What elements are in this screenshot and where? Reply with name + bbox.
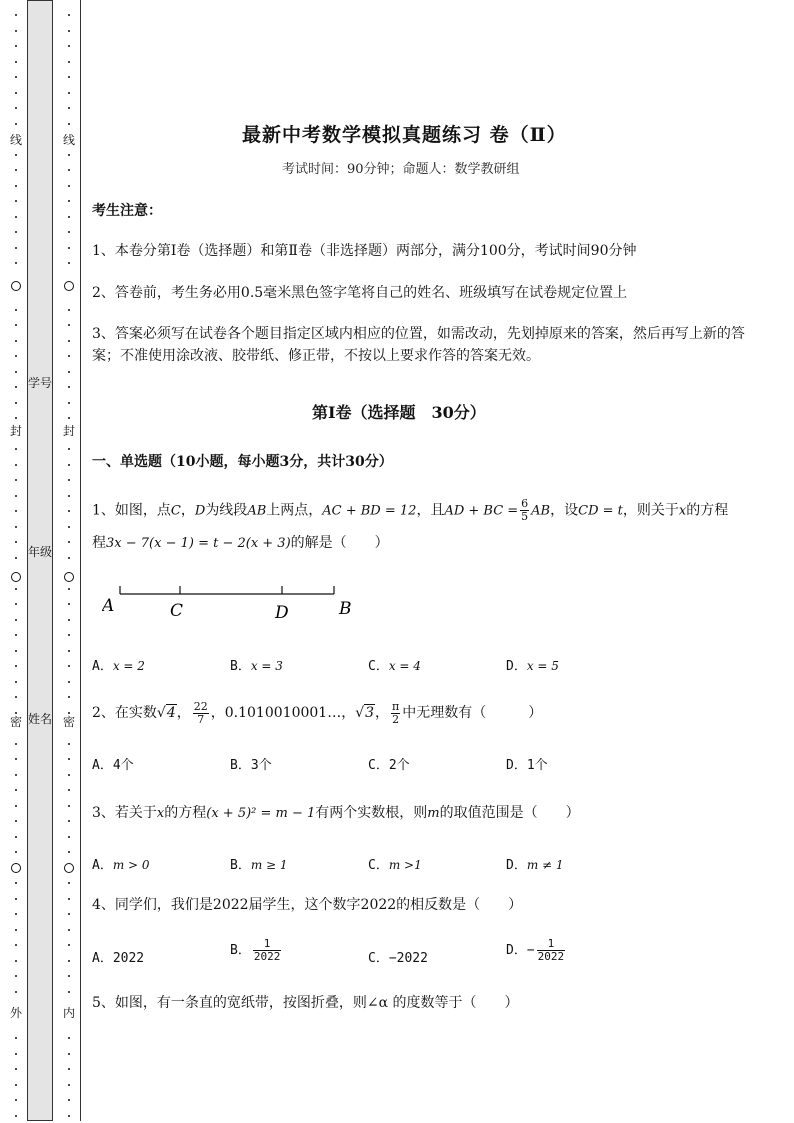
q2-option-c[interactable] (368, 754, 410, 773)
q4-option-a[interactable] (92, 947, 144, 966)
option-letter: B． (230, 943, 251, 958)
option-value: 1个 (526, 758, 548, 773)
q1-option-c[interactable] (368, 655, 421, 674)
option-value: 2个 (388, 758, 410, 773)
cut-line-dot (68, 789, 70, 791)
cut-line-dot (68, 1084, 70, 1086)
field-name (27, 712, 53, 727)
option-value: x = 3 (250, 659, 283, 673)
field-grade (27, 545, 53, 560)
cut-line-dot (15, 805, 17, 807)
cut-line-dot (15, 247, 17, 249)
cut-line-dot (15, 991, 17, 993)
inner-mark-mi: 密 (63, 715, 76, 729)
option-letter: C． (368, 858, 389, 873)
q1-equation-1: AC + BD = 12 (322, 503, 417, 519)
cut-line-dot (15, 526, 17, 528)
q1-text: ， (180, 502, 195, 519)
fraction-denominator: 7 (197, 712, 205, 726)
q1-text: 的方程 (686, 502, 729, 519)
option-letter: C． (368, 659, 389, 674)
margin-border-line (80, 0, 81, 1121)
cut-line-dot (15, 975, 17, 977)
q2-text: 中无理数有（ ） (402, 705, 543, 721)
question-3-options (92, 854, 752, 876)
field-student-number (27, 376, 53, 391)
question-1-stem (92, 498, 728, 523)
q4-option-b[interactable] (230, 938, 283, 963)
q2-option-b[interactable] (230, 754, 272, 773)
option-letter: B． (230, 758, 251, 773)
q1-var-x: x (678, 503, 687, 519)
cut-line-dot (68, 1099, 70, 1101)
option-value: x = 5 (526, 659, 559, 673)
q1-var-ab: AB (531, 503, 551, 519)
cut-line-dot (68, 464, 70, 466)
q1-text: ，且 (416, 502, 445, 519)
q4-option-c[interactable] (368, 947, 428, 966)
option-letter: D． (506, 858, 527, 873)
cut-line-dot (15, 510, 17, 512)
option-value: 2022 (112, 951, 145, 966)
q1-option-d[interactable] (506, 655, 559, 674)
cut-line-dot (15, 681, 17, 683)
option-letter: B． (230, 858, 251, 873)
option-letter: D． (506, 659, 527, 674)
q1-text: ，设 (550, 502, 579, 519)
q3-var-m: m (427, 806, 440, 821)
cut-line-dot (15, 944, 17, 946)
student-info-band (27, 0, 53, 1121)
cut-line-dot (68, 541, 70, 543)
cut-line-dot (15, 789, 17, 791)
q2-text: ， (375, 705, 390, 721)
cut-line-dot (68, 526, 70, 528)
fraction-denominator: 5 (521, 510, 529, 523)
binding-hole-circle-icon (64, 863, 74, 873)
q2-sqrt-3: √3 (355, 705, 375, 721)
cut-line-dot (15, 774, 17, 776)
cut-line-dot (68, 448, 70, 450)
option-fraction (537, 938, 566, 963)
cut-line-dot (68, 603, 70, 605)
cut-line-dot (68, 107, 70, 109)
cut-line-dot (15, 634, 17, 636)
radicand: 4 (166, 705, 176, 721)
option-letter: C． (368, 951, 389, 966)
cut-line-dot (15, 355, 17, 357)
fraction-numerator: 1 (537, 938, 566, 951)
q1-fraction (520, 498, 529, 523)
q3-var-x: x (156, 806, 165, 821)
cut-line-dot (15, 123, 17, 125)
cut-line-dot (68, 45, 70, 47)
cut-line-dot (15, 588, 17, 590)
cut-line-dot (68, 340, 70, 342)
cut-line-dot (15, 898, 17, 900)
section-title: 第Ⅰ卷（选择题 30分） (312, 403, 486, 422)
cut-line-dot (15, 340, 17, 342)
cut-line-dot (68, 231, 70, 233)
question-2-stem (92, 700, 542, 726)
q2-sqrt-4: √4 (156, 705, 176, 721)
q1-var-ab: AB (247, 503, 267, 519)
cut-line-dot (15, 1084, 17, 1086)
q1-equation-3: 3x − 7(x − 1) = t − 2(x + 3) (106, 536, 291, 551)
q3-text: 3、若关于 (92, 805, 157, 821)
notice-item-1: 1、本卷分第Ⅰ卷（选择题）和第Ⅱ卷（非选择题）两部分，满分100分，考试时间90分钟 (92, 243, 637, 259)
cut-line-dot (68, 820, 70, 822)
option-letter: D． (506, 943, 527, 958)
cut-line-dot (68, 882, 70, 884)
q1-option-b[interactable] (230, 655, 283, 674)
binding-hole-circle-icon (11, 281, 21, 291)
exam-title: 最新中考数学模拟真题练习 卷（Ⅱ） (242, 124, 567, 146)
cut-line-dot (15, 324, 17, 326)
fraction-numerator: 22 (193, 699, 208, 713)
cut-line-dot (68, 960, 70, 962)
cut-line-dot (68, 61, 70, 63)
cut-line-dot (68, 510, 70, 512)
cut-line-dot (15, 200, 17, 202)
cut-line-dot (15, 479, 17, 481)
cut-line-dot (68, 836, 70, 838)
cut-line-dot (15, 262, 17, 264)
binding-margin (0, 0, 82, 1123)
cut-line-dot (68, 929, 70, 931)
question-2-options (92, 754, 752, 776)
notice-item-2: 2、答卷前，考生务必用0.5毫米黑色签字笔将自己的姓名、班级填写在试卷规定位置上 (92, 285, 628, 301)
cut-line-dot (68, 588, 70, 590)
cut-line-dot (68, 1037, 70, 1039)
cut-line-dot (68, 681, 70, 683)
cut-line-dot (68, 216, 70, 218)
cut-line-dot (68, 1115, 70, 1117)
cut-line-dot (15, 1068, 17, 1070)
cut-line-dot (68, 76, 70, 78)
q3-text: 有两个实数根，则 (315, 805, 428, 821)
cut-line-dot (68, 200, 70, 202)
cut-line-dot (15, 820, 17, 822)
cut-line-dot (15, 882, 17, 884)
cut-line-dot (68, 991, 70, 993)
q2-text: 2、在实数 (92, 705, 157, 721)
question-1-stem-line2 (92, 532, 389, 555)
margin-mark-feng: 封 (10, 424, 23, 438)
cut-line-dot (68, 14, 70, 16)
cut-line-dot (68, 743, 70, 745)
q1-var-d: D (194, 503, 206, 519)
option-value: x = 4 (388, 659, 421, 673)
cut-line-dot (68, 92, 70, 94)
option-value: −2022 (388, 951, 428, 966)
q1-text: 1、如图，点 (92, 502, 171, 519)
cut-line-dot (15, 386, 17, 388)
option-value: m > 0 (112, 858, 150, 872)
cut-line-dot (15, 619, 17, 621)
cut-line-dot (68, 712, 70, 714)
cut-line-dot (15, 417, 17, 419)
cut-line-dot (15, 665, 17, 667)
q2-option-d[interactable] (506, 754, 548, 773)
q1-var-c: C (170, 503, 181, 519)
cut-line-dot (68, 495, 70, 497)
option-value: − (526, 943, 535, 958)
cut-line-dot (68, 758, 70, 760)
q2-fraction-pi-2 (391, 701, 400, 726)
q1-segment-figure (102, 580, 362, 630)
inner-mark-xian: 线 (63, 133, 76, 147)
label-a: A (102, 596, 115, 616)
cut-line-dot (15, 1037, 17, 1039)
option-value: x = 2 (112, 659, 145, 673)
cut-line-dot (68, 247, 70, 249)
fraction-numerator: 1 (253, 938, 282, 951)
option-value: 4个 (112, 758, 134, 773)
cut-line-dot (15, 45, 17, 47)
option-value: 3个 (250, 758, 272, 773)
margin-mark-wai: 外 (10, 1006, 23, 1020)
q1-text: 上两点， (266, 502, 323, 519)
q1-cd-eq-t: CD = t (578, 503, 623, 519)
inner-dotted-cut-line (63, 0, 75, 1123)
binding-hole-circle-icon (11, 863, 21, 873)
cut-line-dot (68, 309, 70, 311)
question-4-options (92, 938, 752, 974)
question-4-stem: 4、同学们，我们是2022届学生，这个数字2022的相反数是（ ） (92, 897, 523, 913)
option-letter: D． (506, 758, 527, 773)
q2-option-a[interactable] (92, 754, 134, 773)
q3-option-a[interactable] (92, 854, 150, 873)
option-letter: C． (368, 758, 389, 773)
cut-line-dot (68, 479, 70, 481)
fraction-denominator: 2022 (253, 950, 281, 963)
cut-line-dot (68, 1053, 70, 1055)
cut-line-dot (68, 262, 70, 264)
left-dotted-cut-line (10, 0, 22, 1123)
margin-mark-xian: 线 (10, 133, 23, 147)
cut-line-dot (15, 14, 17, 16)
cut-line-dot (15, 1053, 17, 1055)
cut-line-dot (15, 960, 17, 962)
notice-item-3: 3、答案必须写在试卷各个题目指定区域内相应的位置，如需改动，先划掉原来的答案，然后再写上新的答案；不准使用涂改液、胶带纸、修正带，不按以上要求作答的答案无效。 (92, 326, 745, 364)
cut-line-dot (68, 650, 70, 652)
cut-line-dot (15, 836, 17, 838)
cut-line-dot (15, 30, 17, 32)
binding-hole-circle-icon (11, 572, 21, 582)
q3-equation: (x + 5)² = m − 1 (206, 806, 316, 821)
cut-line-dot (15, 758, 17, 760)
cut-line-dot (15, 169, 17, 171)
cut-line-dot (15, 851, 17, 853)
cut-line-dot (15, 1099, 17, 1101)
field-label: 姓名 (27, 712, 52, 726)
q3-text: 的取值范围是（ ） (439, 805, 580, 821)
cut-line-dot (15, 107, 17, 109)
cut-line-dot (15, 371, 17, 373)
cut-line-dot (15, 541, 17, 543)
cut-line-dot (68, 324, 70, 326)
cut-line-dot (68, 774, 70, 776)
cut-line-dot (15, 231, 17, 233)
cut-line-dot (15, 185, 17, 187)
q1-text: ，则关于 (622, 502, 679, 519)
cut-line-dot (68, 944, 70, 946)
cut-line-dot (15, 557, 17, 559)
cut-line-dot (15, 92, 17, 94)
q3-option-b[interactable] (230, 854, 288, 873)
exam-subtitle: 考试时间：90分钟；命题人：数学教研组 (282, 162, 520, 177)
q1-option-a[interactable] (92, 655, 145, 674)
cut-line-dot (15, 76, 17, 78)
field-label: 年级 (27, 545, 52, 559)
option-letter: B． (230, 659, 251, 674)
option-letter: A． (92, 659, 113, 674)
cut-line-dot (15, 603, 17, 605)
cut-line-dot (68, 386, 70, 388)
option-letter: A． (92, 951, 113, 966)
cut-line-dot (15, 1115, 17, 1117)
cut-line-dot (68, 665, 70, 667)
fraction-numerator: π (392, 699, 400, 713)
cut-line-dot (68, 185, 70, 187)
cut-line-dot (15, 696, 17, 698)
q2-fraction-22-7 (193, 701, 209, 726)
binding-hole-circle-icon (64, 572, 74, 582)
margin-mark-mi: 密 (10, 715, 23, 729)
option-value: m >1 (388, 858, 422, 872)
cut-line-dot (68, 619, 70, 621)
option-fraction (253, 938, 282, 963)
cut-line-dot (15, 464, 17, 466)
cut-line-dot (68, 402, 70, 404)
cut-line-dot (68, 355, 70, 357)
label-c: C (170, 601, 184, 621)
cut-line-dot (15, 216, 17, 218)
fraction-denominator: 2022 (537, 950, 565, 963)
cut-line-dot (68, 1068, 70, 1070)
label-d: D (275, 603, 289, 623)
inner-mark-nei: 内 (63, 1006, 76, 1020)
fraction-denominator: 2 (392, 712, 400, 726)
cut-line-dot (68, 557, 70, 559)
question-5-stem: 5、如图，有一条直的宽纸带，按图折叠，则∠α 的度数等于（ ） (92, 995, 519, 1011)
q1-equation-2: AD + BC = (444, 503, 519, 519)
cut-line-dot (15, 743, 17, 745)
notice-heading: 考生注意： (92, 203, 162, 219)
cut-line-dot (68, 898, 70, 900)
cut-line-dot (68, 805, 70, 807)
cut-line-dot (15, 402, 17, 404)
option-value: m ≥ 1 (250, 858, 288, 872)
cut-line-dot (68, 634, 70, 636)
q1-text: 的解是（ ） (290, 535, 389, 551)
q3-text: 的方程 (164, 805, 207, 821)
q1-text: 为线段 (205, 502, 248, 519)
fraction-numerator: 6 (521, 497, 529, 510)
cut-line-dot (15, 448, 17, 450)
cut-line-dot (68, 154, 70, 156)
inner-mark-feng: 封 (63, 424, 76, 438)
cut-line-dot (68, 30, 70, 32)
cut-line-dot (68, 851, 70, 853)
cut-line-dot (15, 929, 17, 931)
cut-line-dot (15, 913, 17, 915)
cut-line-dot (15, 712, 17, 714)
q3-option-c[interactable] (368, 854, 422, 873)
q1-text: 程 (92, 535, 106, 551)
cut-line-dot (68, 975, 70, 977)
cut-line-dot (15, 154, 17, 156)
label-b: B (339, 599, 352, 619)
option-letter: A． (92, 758, 113, 773)
q3-option-d[interactable] (506, 854, 564, 873)
cut-line-dot (68, 696, 70, 698)
option-value: m ≠ 1 (526, 858, 564, 872)
q2-text: ，0.1010010001…， (210, 705, 356, 721)
cut-line-dot (68, 913, 70, 915)
question-3-stem (92, 802, 580, 825)
binding-hole-circle-icon (64, 281, 74, 291)
question-1-options (92, 655, 752, 677)
cut-line-dot (15, 309, 17, 311)
cut-line-dot (68, 371, 70, 373)
cut-line-dot (68, 169, 70, 171)
cut-line-dot (15, 61, 17, 63)
option-letter: A． (92, 858, 113, 873)
cut-line-dot (68, 417, 70, 419)
cut-line-dot (15, 650, 17, 652)
cut-line-dot (15, 495, 17, 497)
radicand: 3 (365, 705, 375, 721)
section-subtitle: 一、单选题（10小题，每小题3分，共计30分） (92, 454, 393, 470)
cut-line-dot (68, 123, 70, 125)
q4-option-d[interactable] (506, 938, 567, 963)
q2-text: ， (176, 705, 191, 721)
field-label: 学号 (27, 376, 52, 390)
